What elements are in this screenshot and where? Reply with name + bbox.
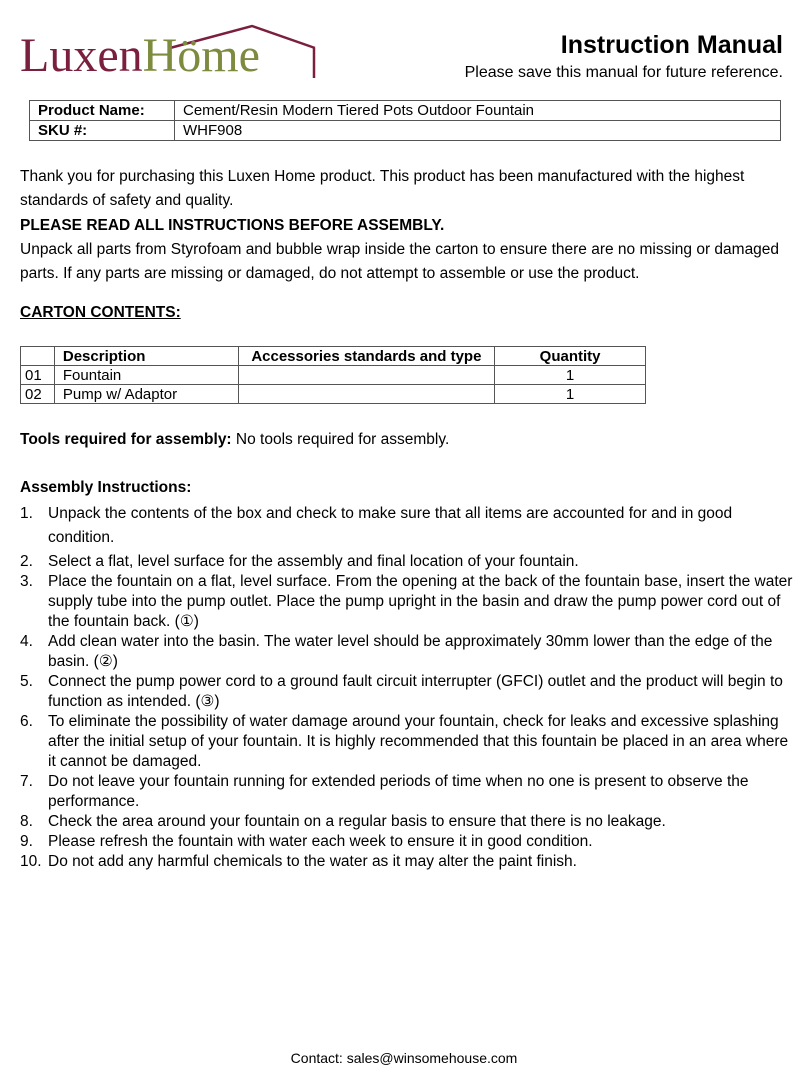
manual-title: Instruction Manual: [560, 31, 783, 59]
row-description: Fountain: [54, 366, 238, 385]
list-item: [20, 812, 795, 832]
step-text: Connect the pump power cord to a ground fault circuit interrupter (GFCI) outlet and the product will begin to function as intended. (③): [48, 673, 783, 710]
step-number: 1.: [20, 505, 33, 522]
unpack-text: Unpack all parts from Styrofoam and bubble wrap inside the carton to ensure there are no missing or damaged parts. If any parts are missing or damaged, do not attempt to assemble or use the product.: [20, 241, 780, 282]
table-row: [21, 385, 646, 404]
read-all-warning: PLEASE READ ALL INSTRUCTIONS BEFORE ASSEMBLY.: [20, 217, 445, 234]
list-item: [20, 672, 795, 712]
logo-text-luxen: Luxen: [20, 29, 143, 82]
carton-contents-table: [20, 346, 646, 404]
step-number: 3.: [20, 573, 33, 590]
list-item: [20, 852, 795, 872]
list-item: [20, 772, 795, 812]
assembly-heading: Assembly Instructions:: [20, 479, 192, 496]
row-quantity: 1: [495, 366, 646, 385]
logo-text-home: Höme: [142, 29, 260, 82]
step-number: 7.: [20, 773, 33, 790]
sku-label: SKU #:: [30, 121, 175, 141]
col-header-description: Description: [54, 347, 238, 366]
tools-required: [20, 428, 790, 452]
row-no: 01: [21, 366, 55, 385]
product-info-table: [29, 100, 781, 141]
list-item: [20, 832, 795, 852]
list-item: [20, 712, 795, 772]
assembly-steps-list: [20, 502, 795, 872]
list-item: [20, 572, 795, 632]
step-number: 2.: [20, 553, 33, 570]
col-header-accessories: Accessories standards and type: [238, 347, 495, 366]
step-text: Select a flat, level surface for the assembly and final location of your fountain.: [48, 553, 579, 570]
manual-subtitle: Please save this manual for future reference.: [464, 64, 783, 81]
step-number: 5.: [20, 673, 33, 690]
step-text: Place the fountain on a flat, level surface. From the opening at the back of the fountain base, insert the water supply tube into the pump outlet. Place the pump upright in the basin and draw the pump power cord out of the fountain back. (①): [48, 573, 793, 630]
row-description: Pump w/ Adaptor: [54, 385, 238, 404]
thank-you-text: Thank you for purchasing this Luxen Home product. This product has been manufactured with the highest standards of safety and quality.: [20, 168, 745, 209]
product-name-label: Product Name:: [30, 101, 175, 121]
table-row: [21, 366, 646, 385]
list-item: [20, 552, 795, 572]
contact-email: Contact: sales@winsomehouse.com: [290, 1050, 518, 1066]
carton-contents-heading: CARTON CONTENTS:: [20, 304, 181, 321]
col-header-no: [21, 347, 55, 366]
step-text: Do not add any harmful chemicals to the water as it may alter the paint finish.: [48, 853, 577, 870]
step-text: Add clean water into the basin. The water level should be approximately 30mm lower than the edge of the basin. (②): [48, 633, 773, 670]
row-no: 02: [21, 385, 55, 404]
luxen-home-logo: [20, 22, 320, 84]
list-item: [20, 632, 795, 672]
table-header-row: [21, 347, 646, 366]
sku-value: WHF908: [175, 121, 781, 141]
list-item: [20, 502, 795, 550]
step-number: 6.: [20, 713, 33, 730]
row-accessories: [238, 385, 495, 404]
step-text: Unpack the contents of the box and check to make sure that all items are accounted for and in good condition.: [48, 505, 733, 546]
table-row: [30, 121, 781, 141]
step-number: 8.: [20, 813, 33, 830]
step-number: 4.: [20, 633, 33, 650]
step-text: Check the area around your fountain on a regular basis to ensure that there is no leakage.: [48, 813, 666, 830]
step-number: 9.: [20, 833, 33, 850]
table-row: [30, 101, 781, 121]
step-text: Please refresh the fountain with water each week to ensure it in good condition.: [48, 833, 593, 850]
step-number: 10.: [20, 853, 42, 870]
tools-label: Tools required for assembly:: [20, 431, 232, 448]
tools-value: No tools required for assembly.: [231, 431, 450, 448]
row-accessories: [238, 366, 495, 385]
step-text: Do not leave your fountain running for extended periods of time when no one is present to observe the performance.: [48, 773, 749, 810]
row-quantity: 1: [495, 385, 646, 404]
product-name-value: Cement/Resin Modern Tiered Pots Outdoor Fountain: [175, 101, 781, 121]
step-text: To eliminate the possibility of water damage around your fountain, check for leaks and excessive splashing after the initial setup of your fountain. It is highly recommended that this fountain be placed in an area where it cannot be damaged.: [48, 713, 789, 770]
col-header-quantity: Quantity: [495, 347, 646, 366]
